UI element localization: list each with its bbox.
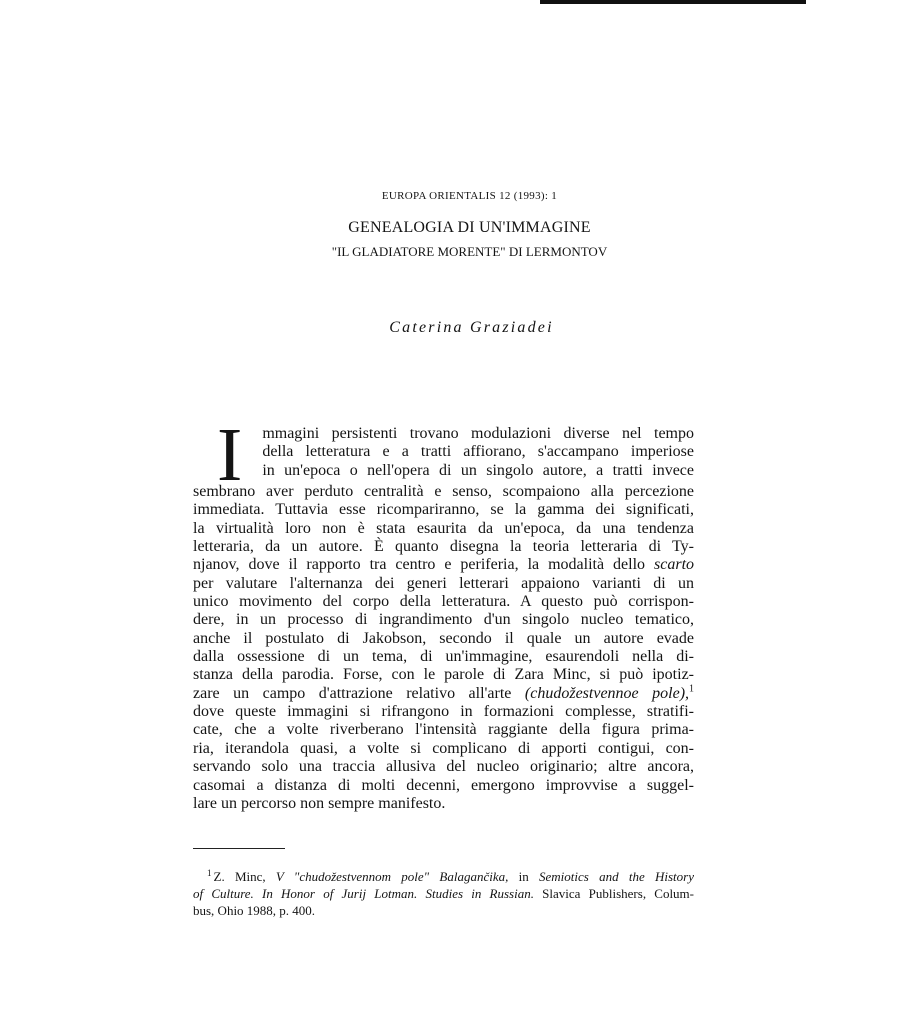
article-title: GENEALOGIA DI UN'IMMAGINE [348,219,591,236]
text-line: anche il postulato di Jakobson, secondo il quale un autore evade [193,629,694,647]
text-line: la virtualità loro non è stata esaurita da un'epoca, da una tendenza [193,519,694,537]
text-line: unico movimento del corpo della letteratura. A questo può corrispon- [193,593,694,611]
text-line: sembrano aver perduto centralità e senso, scompaiono alla percezione [193,483,694,500]
italic-term: scarto [654,556,695,574]
text-line: ria, iterandola quasi, a volte si complicano di apporti contigui, con- [193,739,694,757]
footnote-rule [193,848,285,849]
footnote-line: of Culture. In Honor of Jurij Lotman. Studies in Russian. Slavica Publishers, Colum- [193,886,694,901]
text-line: servando solo una traccia allusiva del nucleo originario; altre ancora, [193,758,694,776]
footnote-line: bus, Ohio 1988, p. 400. [193,903,316,918]
text-line: dalla ossessione di un tema, di un'immagine, esaurendoli nella di- [193,648,694,666]
text-line: njanov, dove il rapporto tra centro e periferia, la modalità dello scarto [193,556,695,574]
drop-cap: I [217,413,243,497]
text-line: in un'epoca o nell'opera di un singolo autore, a tratti invece [262,461,694,479]
text-line: mmagini persistenti trovano modulazioni diverse nel tempo [262,425,694,442]
text-line: casomai a distanza di molti decenni, emergono improvvise a suggel- [193,776,694,794]
body-paragraph [193,413,695,813]
footnote-line: $^1$ Z. Minc, V "chudožestvennom pole" Balagančika, in Semiotics and the History [207,867,694,884]
footnote [193,868,694,919]
text-line: letteraria, da un autore. È quanto disegna la teoria letteraria di Ty- [193,538,694,556]
text-line: dove queste immagini si rifrangono in formazioni complesse, stratifi- [193,703,694,721]
footnote-ref: 1 [689,683,695,695]
text-line: dere, in un processo di ingrandimento d'un singolo nucleo tematico, [193,611,694,629]
italic-term: (chudožestvennoe pole), [524,684,690,702]
text-line: stanza della parodia. Forse, con le parole di Zara Minc, si può ipotiz- [193,666,694,684]
text-line: lare un percorso non sempre manifesto. [193,794,446,812]
text-line: cate, che a volte riverberano l'intensità raggiante della figura prima- [193,721,694,739]
text-line: della letteratura e a tratti affiorano, s'accampano imperiose [262,443,694,461]
top-rule [540,0,806,4]
text-line: zare un campo d'attrazione relativo all'arte (chudožestvennoe pole),$^1$ [193,683,695,702]
article-subtitle: "IL GLADIATORE MORENTE" DI LERMONTOV [331,244,608,259]
text-line: immediata. Tuttavia esse ricompariranno, se la gamma dei significati, [193,501,694,519]
author-name: Caterina Graziadei [389,319,554,336]
text-line: per valutare l'alternanza dei generi letterari appaiono varianti di un [193,574,694,592]
journal-reference: EUROPA ORIENTALIS 12 (1993): 1 [381,190,558,202]
